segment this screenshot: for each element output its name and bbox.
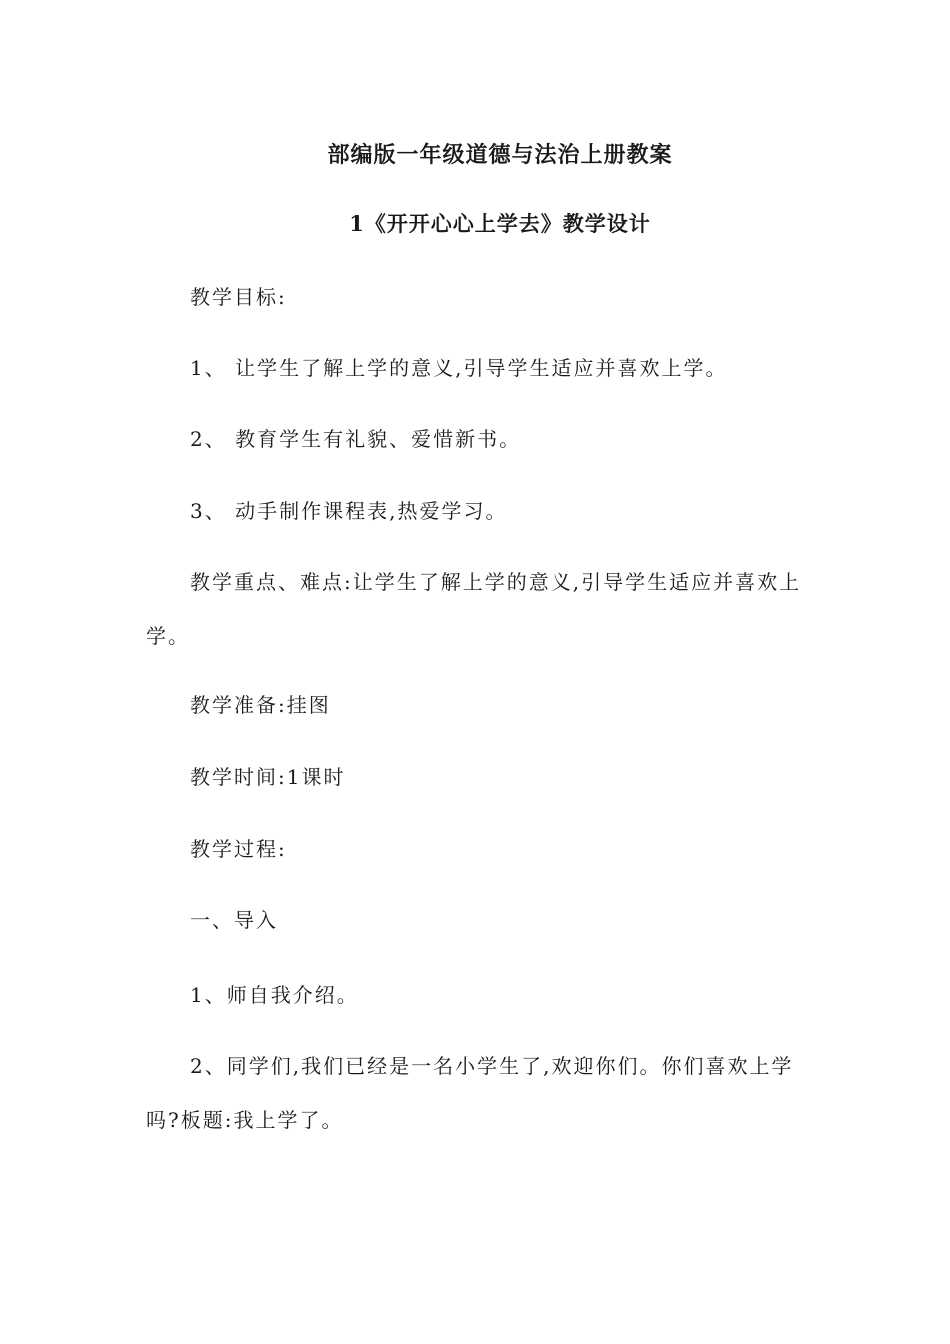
document-title: 部编版一年级道德与法治上册教案 xyxy=(327,142,673,168)
paragraph-process-heading: 教学过程: xyxy=(190,837,287,861)
paragraph-objective-3: 3、 动手制作课程表,热爱学习。 xyxy=(190,499,508,523)
lesson-subtitle: 1《开开心心上学去》教学设计 xyxy=(349,211,651,236)
paragraph-objective-2: 2、 教育学生有礼貌、爱惜新书。 xyxy=(190,427,522,451)
paragraph-step-2: 2、同学们,我们已经是一名小学生了,欢迎你们。你们喜欢上学吗?板题:我上学了。 xyxy=(146,1054,794,1132)
paragraph-time: 教学时间:1课时 xyxy=(190,765,346,789)
paragraph-objective-1: 1、 让学生了解上学的意义,引导学生适应并喜欢上学。 xyxy=(190,356,728,380)
paragraph-objectives-heading: 教学目标: xyxy=(190,285,287,309)
paragraph-step-1: 1、师自我介绍。 xyxy=(190,983,359,1007)
paragraph-key-points: 教学重点、难点:让学生了解上学的意义,引导学生适应并喜欢上学。 xyxy=(146,570,802,648)
paragraph-section-intro: 一、导入 xyxy=(190,908,278,932)
paragraph-preparation: 教学准备:挂图 xyxy=(190,693,331,717)
